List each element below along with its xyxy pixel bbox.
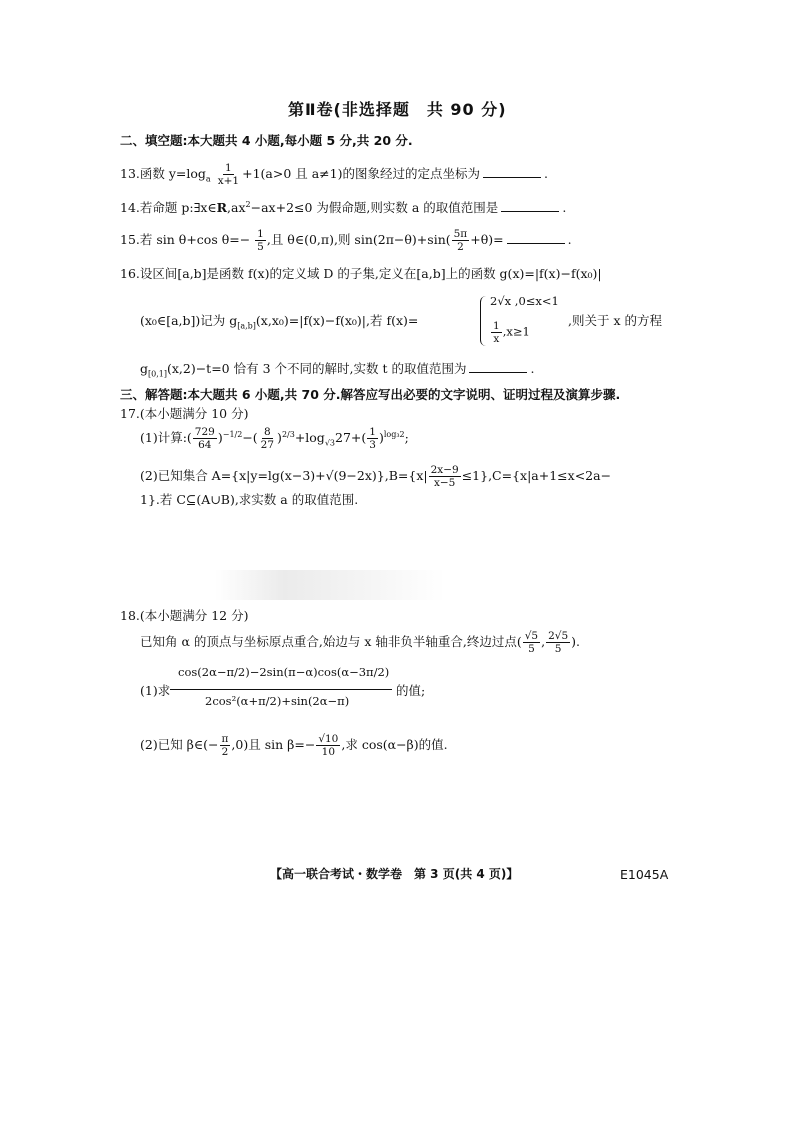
q17-d1: 64 xyxy=(198,439,212,452)
q17-n3: 1 xyxy=(369,426,376,438)
q18-n3: π xyxy=(221,733,229,745)
q14-real-set: R xyxy=(216,200,228,216)
q18-part1-numerator: cos(2α−π/2)−2sin(π−α)cos(α−3π/2) xyxy=(178,665,390,679)
q14-text-a: 14.若命题 p:∃x∈ xyxy=(120,200,217,216)
q16-text-3a: g xyxy=(140,361,149,376)
q15-fraction-2 xyxy=(452,228,470,253)
scan-smudge xyxy=(215,570,445,600)
question-13 xyxy=(120,162,548,187)
q17-2b: ≤1},C={x|a+1≤x<2a− xyxy=(461,468,612,484)
q18-frac1 xyxy=(523,630,540,655)
section3-heading: 三、解答题:本大题共 6 小题,共 70 分.解答应写出必要的文字说明、证明过程及演算步骤. xyxy=(120,387,621,402)
answer-blank xyxy=(507,232,565,244)
q17-1a: (1)计算:( xyxy=(140,430,192,446)
q15-text-a: 15.若 sin θ+cos θ=− xyxy=(120,232,251,248)
q17-sup2: 2/3 xyxy=(281,429,295,439)
q17-1e: ; xyxy=(404,430,409,446)
footer-page-info: 【高一联合考试・数学卷 第 3 页(共 4 页)】 xyxy=(270,867,519,881)
question-18-head: 18.(本小题满分 12 分) xyxy=(120,608,249,623)
footer-exam-code: E1045A xyxy=(620,867,669,882)
q18-n2: 2√5 xyxy=(548,630,569,642)
q17-n1: 729 xyxy=(194,426,215,438)
piecewise-case-1: 2√x ,0≤x<1 xyxy=(490,294,559,308)
q13-den: x+1 xyxy=(217,175,240,188)
q13-num: 1 xyxy=(225,162,232,174)
q18-d1: 5 xyxy=(528,643,535,656)
piecewise-case-2 xyxy=(490,320,530,345)
q16-sub: [a,b] xyxy=(237,321,256,331)
question-16-line2c: ,则关于 x 的方程 xyxy=(568,313,662,328)
q14-sup: 2 xyxy=(245,200,251,209)
case2-fraction xyxy=(491,320,502,345)
question-14 xyxy=(120,200,566,216)
q13-text-b: +1(a>0 且 a≠1)的图象经过的定点坐标为 xyxy=(242,166,480,182)
q16-text-3b: (x,2)−t=0 恰有 3 个不同的解时,实数 t 的取值范围为 xyxy=(166,361,467,376)
question-16-line3 xyxy=(140,361,534,380)
q17-1d: 27+( xyxy=(335,430,367,446)
q16-text-2a: (x₀∈[a,b])记为 g xyxy=(140,313,238,328)
case2-den: x xyxy=(493,333,500,346)
q16-sub3: [0,1] xyxy=(148,369,167,379)
q17-2a: (2)已知集合 A={x|y=lg(x−3)+√(9−2x)},B={x| xyxy=(140,468,428,484)
q17-d3: 3 xyxy=(369,439,376,452)
page-title: 第Ⅱ卷(非选择题 共 90 分) xyxy=(288,100,507,119)
question-16-line1: 16.设区间[a,b]是函数 f(x)的定义域 D 的子集,定义在[a,b]上的函数 g(x)=|f(x)−f(x₀)| xyxy=(120,266,602,281)
q17-sup3: log₃2 xyxy=(383,429,405,439)
answer-blank xyxy=(483,166,541,178)
question-17-part2 xyxy=(140,464,611,489)
q13-sub: a xyxy=(205,174,211,184)
q17-1c: +log xyxy=(294,430,325,446)
q14-text-b: ,ax xyxy=(227,200,246,216)
q18-part1-denominator: 2cos²(α+π/2)+sin(2α−π) xyxy=(205,694,350,708)
q18-d4: 10 xyxy=(321,746,336,759)
q14-text-c: −ax+2≤0 为假命题,则实数 a 的取值范围是 xyxy=(250,200,499,216)
q17-sup1: −1/2 xyxy=(222,429,243,439)
section2-heading: 二、填空题:本大题共 4 小题,每小题 5 分,共 20 分. xyxy=(120,133,413,148)
q17-frac2 xyxy=(259,426,276,451)
q18-intro-b: ). xyxy=(571,634,580,650)
q16-end: . xyxy=(530,361,535,376)
question-16-line2 xyxy=(140,313,418,332)
q15-num1: 1 xyxy=(257,228,264,240)
q17-frac4 xyxy=(429,464,461,489)
q18-frac3 xyxy=(220,733,231,758)
case2-tail: ,x≥1 xyxy=(502,324,530,339)
q17-d2: 27 xyxy=(260,439,275,452)
question-18-part2 xyxy=(140,733,448,758)
q16-text-2b: (x,x₀)=|f(x)−f(x₀)|,若 f(x)= xyxy=(255,313,419,328)
q18-d3: 2 xyxy=(221,746,229,759)
q17-sub: √3 xyxy=(324,438,335,448)
q17-n4: 2x−9 xyxy=(430,464,459,476)
q15-end: . xyxy=(567,232,572,248)
q18-2c: ,求 cos(α−β)的值. xyxy=(341,737,448,753)
q17-1b: −( xyxy=(242,430,258,446)
q15-text-b: ,且 θ∈(0,π),则 sin(2π−θ)+sin( xyxy=(266,232,451,248)
q13-fraction xyxy=(216,162,241,187)
q18-d2: 5 xyxy=(554,643,562,656)
q18-frac4 xyxy=(316,733,340,758)
case2-num: 1 xyxy=(493,320,500,332)
q13-end: . xyxy=(543,166,548,182)
q15-den2: 2 xyxy=(457,241,464,254)
question-18-intro: 已知角 α 的顶点与坐标原点重合,始边与 x 轴非负半轴重合,终边过点( $\frac{√5}{5}$ , $\frac{2√5}{5}$ ). xyxy=(140,630,580,656)
q18-2a: (2)已知 β∈(− xyxy=(140,737,219,753)
q15-den1: 5 xyxy=(257,241,264,254)
q15-text-c: +θ)= xyxy=(470,232,504,248)
q18-frac2 xyxy=(546,630,570,655)
q17-frac1 xyxy=(193,426,217,451)
q17-d4: x−5 xyxy=(433,477,456,490)
q18-n1: √5 xyxy=(524,630,539,642)
q18-intro-a: 已知角 α 的顶点与坐标原点重合,始边与 x 轴非负半轴重合,终边过点( xyxy=(140,634,522,650)
fraction-bar xyxy=(170,689,392,690)
piecewise-brace xyxy=(480,296,489,346)
q18-part1-label: (1)求 xyxy=(140,683,171,698)
q14-end: . xyxy=(562,200,567,216)
question-15 xyxy=(120,228,572,253)
question-17-part1: (1)计算:( $\frac{729}{64}$ )$^{-1/2}$−( $\frac{8}{27}$ )$^{2/3}+\log_{√3}27+$( $\frac{1}{3}$ )$^{log_32}$; xyxy=(140,426,409,452)
q18-n4: √10 xyxy=(318,733,339,745)
question-17-part2-line2: 1}.若 C⊆(A∪B),求实数 a 的取值范围. xyxy=(140,492,359,507)
answer-blank xyxy=(501,200,559,212)
answer-blank xyxy=(469,361,527,373)
q15-fraction-1 xyxy=(255,228,266,253)
q17-n2: 8 xyxy=(264,426,271,438)
question-17-head: 17.(本小题满分 10 分) xyxy=(120,406,249,421)
q18-2b: ,0)且 sin β=− xyxy=(231,737,316,753)
q18-part1-tail: 的值; xyxy=(396,683,426,698)
q15-num2: 5π xyxy=(453,228,468,240)
q17-frac3 xyxy=(367,426,378,451)
q13-text-a: 13.函数 y=log xyxy=(120,166,206,182)
